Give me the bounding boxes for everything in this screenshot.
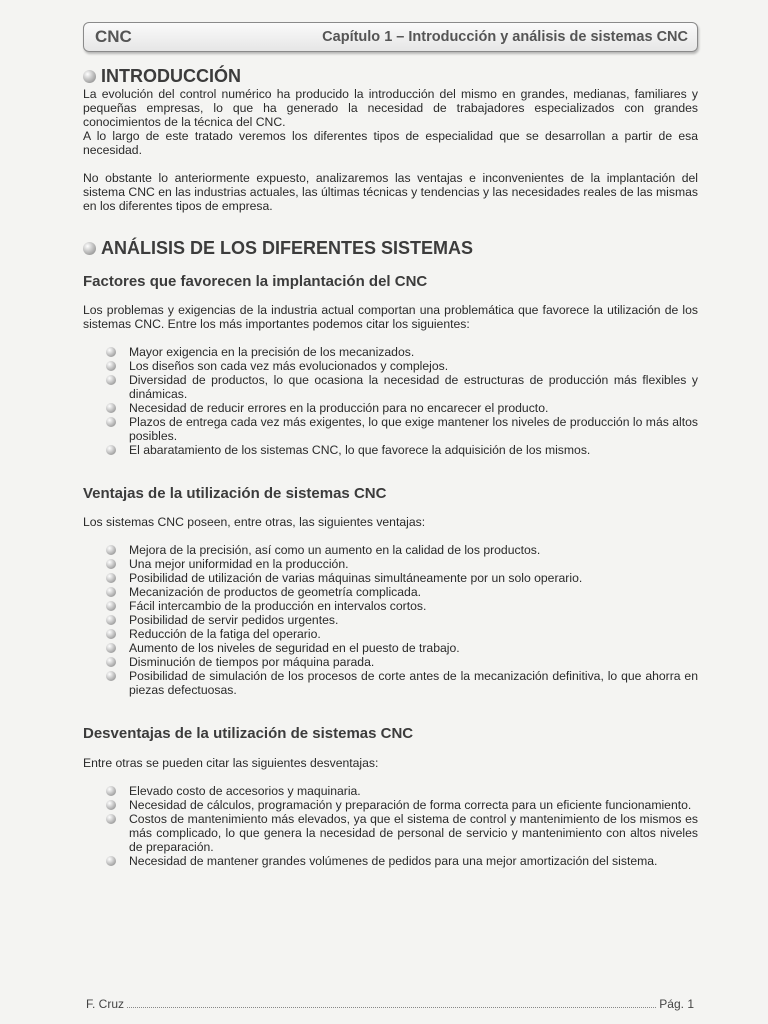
list-item: Reducción de la fatiga del operario. (83, 627, 698, 641)
bullet-icon (106, 643, 116, 653)
section-title: ANÁLISIS DE LOS DIFERENTES SISTEMAS (101, 238, 474, 258)
footer-author: F. Cruz (86, 997, 125, 1011)
paragraph: Los sistemas CNC poseen, entre otras, las siguientes ventajas: (83, 515, 426, 529)
list-item: Necesidad de mantener grandes volúmenes de pedidos para una mejor amortización del sistema. (83, 854, 698, 868)
list-item: Plazos de entrega cada vez más exigentes, lo que exige mantener los niveles de producción lo más altos posibles. (83, 415, 698, 443)
bullet-icon (106, 445, 116, 455)
bullet-icon (106, 856, 116, 866)
bullet-icon (106, 573, 116, 583)
bullet-icon (106, 800, 116, 810)
paragraph: No obstante lo anteriormente expuesto, analizaremos las ventajas e inconvenientes de la implantación del sistema CNC en las industrias actuales, las últimas técnicas y tendencias y las necesidades reales de las mismas en los diferentes tipos de empresa. (83, 171, 698, 213)
bullet-icon (106, 375, 116, 385)
bullet-icon (106, 786, 116, 796)
paragraph: A lo largo de este tratado veremos los diferentes tipos de especialidad que se desarrollan a partir de esa necesidad. (83, 129, 698, 157)
list-item: Los diseños son cada vez más evolucionados y complejos. (83, 359, 698, 373)
bullet-icon (106, 403, 116, 413)
list-item: Aumento de los niveles de seguridad en el puesto de trabajo. (83, 641, 698, 655)
subsection-heading-ventajas: Ventajas de la utilización de sistemas CNC (83, 485, 387, 502)
list-item: Posibilidad de utilización de varias máquinas simultáneamente por un solo operario. (83, 571, 698, 585)
subsection-heading-desventajas: Desventajas de la utilización de sistemas CNC (83, 725, 414, 742)
header-subject: CNC (95, 27, 132, 46)
list-factores (83, 345, 698, 457)
bullet-icon (106, 615, 116, 625)
page-content (83, 66, 698, 868)
bullet-icon (106, 629, 116, 639)
list-item: Mayor exigencia en la precisión de los mecanizados. (83, 345, 698, 359)
section-title: INTRODUCCIÓN (101, 66, 241, 86)
list-item: Costos de mantenimiento más elevados, ya que el sistema de control y mantenimiento de los mismos es más complicado, lo que genera la necesidad de personal de servicio y mantenimiento con altos niveles de preparación. (83, 812, 698, 854)
list-item: Disminución de tiempos por máquina parada. (83, 655, 698, 669)
bullet-sphere-icon (83, 242, 96, 255)
bullet-icon (106, 347, 116, 357)
bullet-icon (106, 559, 116, 569)
bullet-icon (106, 417, 116, 427)
page-footer (86, 997, 694, 1011)
bullet-icon (106, 545, 116, 555)
list-item: Diversidad de productos, lo que ocasiona la necesidad de estructuras de producción más flexibles y dinámicas. (83, 373, 698, 401)
list-desventajas (83, 784, 698, 868)
bullet-icon (106, 601, 116, 611)
list-item: Mejora de la precisión, así como un aumento en la calidad de los productos. (83, 543, 698, 557)
list-item: Posibilidad de servir pedidos urgentes. (83, 613, 698, 627)
footer-leader-dots (127, 998, 656, 1008)
list-item: El abaratamiento de los sistemas CNC, lo que favorece la adquisición de los mismos. (83, 443, 698, 457)
list-item: Una mejor uniformidad en la producción. (83, 557, 698, 571)
list-ventajas (83, 543, 698, 697)
bullet-icon (106, 671, 116, 681)
bullet-icon (106, 814, 116, 824)
section-heading-introduccion (83, 66, 698, 87)
bullet-icon (106, 657, 116, 667)
header-chapter-title: Capítulo 1 – Introducción y análisis de sistemas CNC (322, 29, 688, 45)
list-item: Necesidad de cálculos, programación y preparación de forma correcta para un eficiente funcionamiento. (83, 798, 698, 812)
list-item: Necesidad de reducir errores en la producción para no encarecer el producto. (83, 401, 698, 415)
list-item: Fácil intercambio de la producción en intervalos cortos. (83, 599, 698, 613)
subsection-heading-factores: Factores que favorecen la implantación del CNC (83, 273, 428, 290)
list-item: Posibilidad de simulación de los procesos de corte antes de la mecanización definitiva, lo que ahorra en piezas defectuosas. (83, 669, 698, 697)
section-heading-analisis (83, 238, 698, 259)
paragraph: La evolución del control numérico ha producido la introducción del mismo en grandes, medianas, familiares y pequeñas empresas, lo que ha generado la necesidad de trabajadores especializados con grandes conocimientos de la técnica del CNC. (83, 87, 698, 129)
bullet-sphere-icon (83, 70, 96, 83)
chapter-header (83, 22, 698, 52)
bullet-icon (106, 361, 116, 371)
footer-page-number: Pág. 1 (659, 997, 694, 1011)
paragraph: Los problemas y exigencias de la industria actual comportan una problemática que favorece la utilización de los sistemas CNC. Entre los más importantes podemos citar los siguientes: (83, 303, 698, 331)
list-item: Mecanización de productos de geometría complicada. (83, 585, 698, 599)
paragraph: Entre otras se pueden citar las siguientes desventajas: (83, 756, 379, 770)
list-item: Elevado costo de accesorios y maquinaria. (83, 784, 698, 798)
bullet-icon (106, 587, 116, 597)
